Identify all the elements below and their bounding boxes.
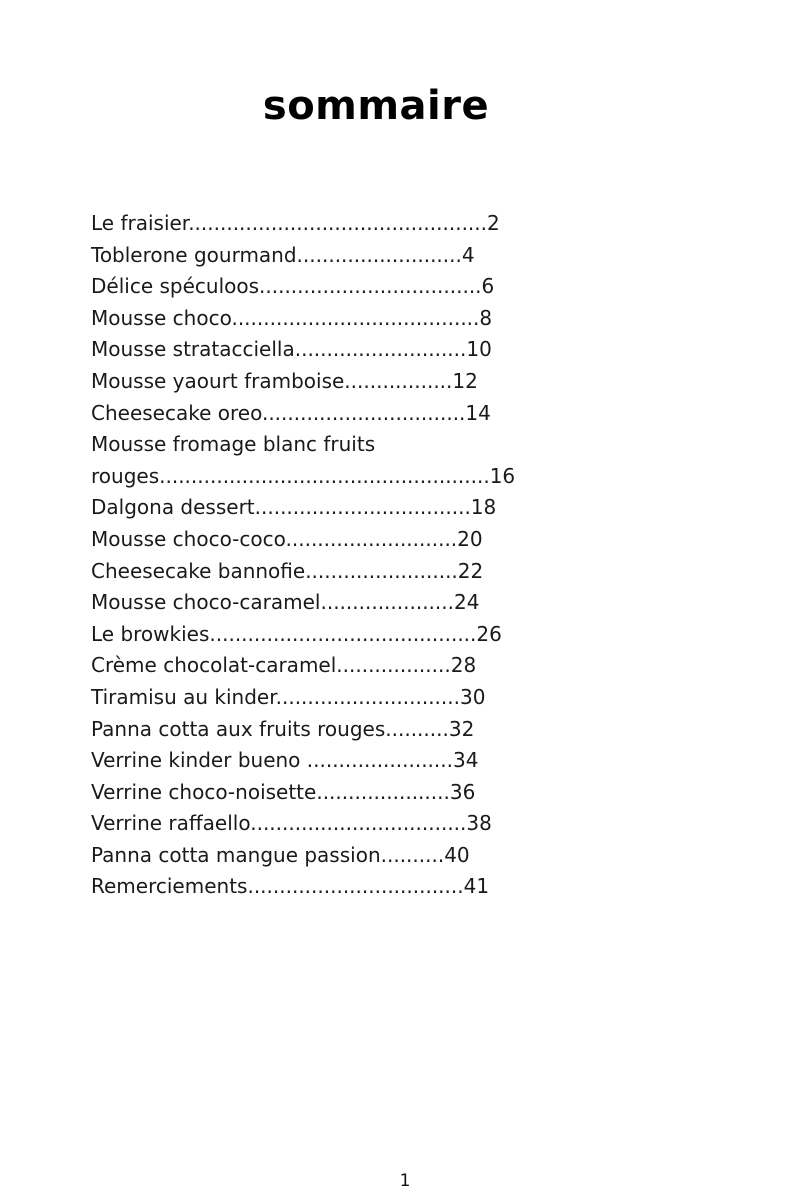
toc-entry: Crème chocolat-caramel..................28 [91,653,477,678]
page-title: sommaire [262,83,490,129]
toc-entry: Délice spéculoos...................................6 [91,274,495,299]
table-of-contents [91,208,516,903]
toc-entry: rouges....................................................16 [91,463,516,488]
toc-entry: Dalgona dessert..................................18 [91,495,497,520]
toc-entry: Verrine choco-noisette.....................36 [91,779,476,804]
toc-entry: Mousse choco-coco...........................20 [91,526,483,551]
toc-entry: Mousse fromage blanc fruits [91,432,376,457]
toc-entry: Toblerone gourmand..........................4 [91,242,475,267]
toc-entry: Panna cotta aux fruits rouges..........32 [91,716,475,741]
toc-entry: Cheesecake oreo................................14 [91,400,491,425]
toc-entry: Verrine kinder bueno .......................34 [91,748,479,773]
toc-entry: Panna cotta mangue passion..........40 [91,842,470,867]
page-number: 1 [399,1171,411,1191]
toc-entry: Mousse choco-caramel.....................24 [91,590,480,615]
toc-entry: Le fraisier...............................................2 [91,211,500,235]
toc-entry: Cheesecake bannofie........................22 [91,558,484,583]
toc-entry: Verrine raffaello..................................38 [91,811,492,836]
toc-entry: Le browkies..........................................26 [91,621,502,646]
toc-entry: Mousse choco.......................................8 [91,305,493,330]
toc-entry: Mousse yaourt framboise.................12 [91,368,478,393]
toc-entry: Tiramisu au kinder.............................30 [91,684,486,709]
toc-entry: Remerciements..................................41 [91,874,490,899]
toc-entry: Mousse stratacciella...........................10 [91,337,492,362]
